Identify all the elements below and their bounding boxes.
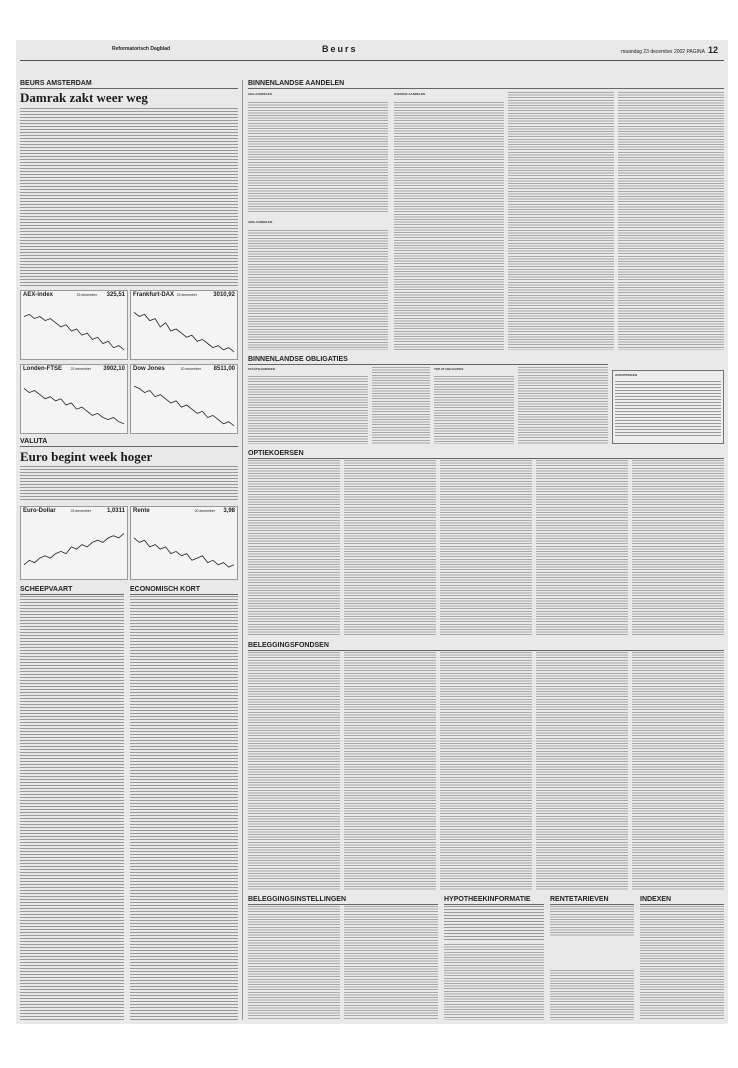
instellingen-table-1: [248, 906, 340, 1020]
section-title: Beurs: [322, 44, 358, 54]
chart-title: Frankfurt-DAX: [133, 292, 175, 298]
chart-date: 23 december: [70, 367, 91, 371]
chart-title: Londen-FTSE: [23, 366, 62, 372]
top25-label: TOP-25 OBLIGATIES: [434, 367, 464, 371]
beurs-amsterdam-section: BEURS AMSTERDAM: [20, 80, 238, 89]
rentetarieven-section: RENTETARIEVEN: [550, 896, 634, 905]
binnenlandse-aandelen-section: BINNENLANDSE AANDELEN: [248, 80, 724, 89]
header-rule: [20, 60, 724, 61]
afkortingen-label: AFKORTINGEN: [615, 373, 637, 377]
fondsen-table-2: [344, 652, 436, 890]
valuta-headline: Euro begint week hoger: [20, 449, 153, 464]
chart-value: 3902,10: [103, 366, 125, 372]
scheepvaart-body: [20, 596, 124, 1020]
chart-line: [21, 516, 127, 580]
chart-title: Euro-Dollar: [23, 508, 56, 514]
chart-dax: [130, 290, 238, 360]
main-headline: Damrak zakt weer weg: [20, 90, 148, 105]
hypotheek-section: HYPOTHEEKINFORMATIE: [444, 896, 544, 905]
overige-aandelen-table-2: [508, 92, 614, 350]
beleggingsfondsen-section: BELEGGINGSFONDSEN: [248, 642, 724, 651]
optie-table-1: [248, 460, 340, 636]
optie-table-5: [632, 460, 724, 636]
chart-rente: [130, 506, 238, 580]
economisch-kort-body: [130, 596, 238, 1020]
aex-aandelen-table: [248, 102, 388, 214]
column-divider: [242, 80, 243, 1020]
chart-ftse: [20, 364, 128, 434]
chart-value: 8511,00: [213, 366, 235, 372]
afkortingen-body: [615, 381, 721, 437]
chart-date: 23 december: [70, 509, 91, 513]
chart-value: 3,98: [223, 508, 235, 514]
page-header: [16, 40, 728, 60]
optie-table-3: [440, 460, 532, 636]
aex-aandelen-label: AEX-AANDELEN: [248, 92, 272, 96]
rentetarieven-table-2: [550, 970, 634, 1020]
chart-value: 325,51: [106, 292, 125, 298]
staatsleningen-table: [248, 376, 368, 444]
chart-aex: [20, 290, 128, 360]
newspaper-page: [16, 40, 728, 1024]
chart-line: [21, 374, 127, 434]
fondsen-table-5: [632, 652, 724, 890]
overige-aandelen-label: OVERIGE AANDELEN: [394, 92, 426, 96]
fondsen-table-3: [440, 652, 532, 890]
chart-date: 20 december: [194, 509, 215, 513]
afkortingen-box: [612, 370, 724, 444]
hypotheek-body: [444, 906, 544, 940]
overige-aandelen-table-3: [618, 92, 724, 350]
optiekoersen-section: OPTIEKOERSEN: [248, 450, 724, 459]
chart-dow: [130, 364, 238, 434]
chart-title: Rente: [133, 508, 150, 514]
optie-table-4: [536, 460, 628, 636]
page-date: [621, 45, 718, 55]
chart-date: 23 december: [76, 293, 97, 297]
chart-euro-dollar: [20, 506, 128, 580]
valuta-section: VALUTA: [20, 438, 238, 447]
amx-aandelen-label: AMX-AANDELEN: [248, 220, 273, 224]
beleggingsinstellingen-section: BELEGGINGSINSTELLINGEN: [248, 896, 438, 905]
indexen-table: [640, 906, 724, 1020]
optie-table-2: [344, 460, 436, 636]
top25-table: [434, 376, 514, 444]
chart-value: 1,0311: [106, 508, 125, 514]
fondsen-table-4: [536, 652, 628, 890]
chart-line: [131, 516, 237, 580]
instellingen-table-2: [344, 906, 438, 1020]
scheepvaart-section: SCHEEPVAART: [20, 586, 124, 595]
chart-date: 23 december: [176, 293, 197, 297]
fondsen-table-1: [248, 652, 340, 890]
chart-title: Dow Jones: [133, 366, 165, 372]
chart-title: AEX-index: [23, 292, 54, 298]
obligaties-table-3: [518, 367, 608, 444]
obligaties-section: BINNENLANDSE OBLIGATIES: [248, 356, 608, 365]
overige-aandelen-table-1: [394, 102, 504, 350]
article-body: [20, 108, 238, 286]
hypotheek-table: [444, 944, 544, 1020]
valuta-body: [20, 466, 238, 500]
chart-date: 20 december: [180, 367, 201, 371]
chart-value: 3010,92: [213, 292, 235, 298]
economisch-kort-section: ECONOMISCH KORT: [130, 586, 238, 595]
date-text: maandag 23 december 2002: [621, 49, 686, 55]
chart-line: [131, 374, 237, 434]
rentetarieven-table: [550, 906, 634, 936]
amx-aandelen-table: [248, 230, 388, 350]
chart-line: [21, 300, 127, 360]
page-number: 12: [707, 45, 718, 55]
indexen-section: INDEXEN: [640, 896, 724, 905]
staatsleningen-label: STAATSLENINGEN: [248, 367, 276, 371]
publication-name: Reformatorisch Dagblad: [112, 46, 171, 52]
chart-line: [131, 300, 237, 360]
page-label: PAGINA: [686, 49, 705, 55]
staatsleningen-table-2: [372, 367, 430, 444]
